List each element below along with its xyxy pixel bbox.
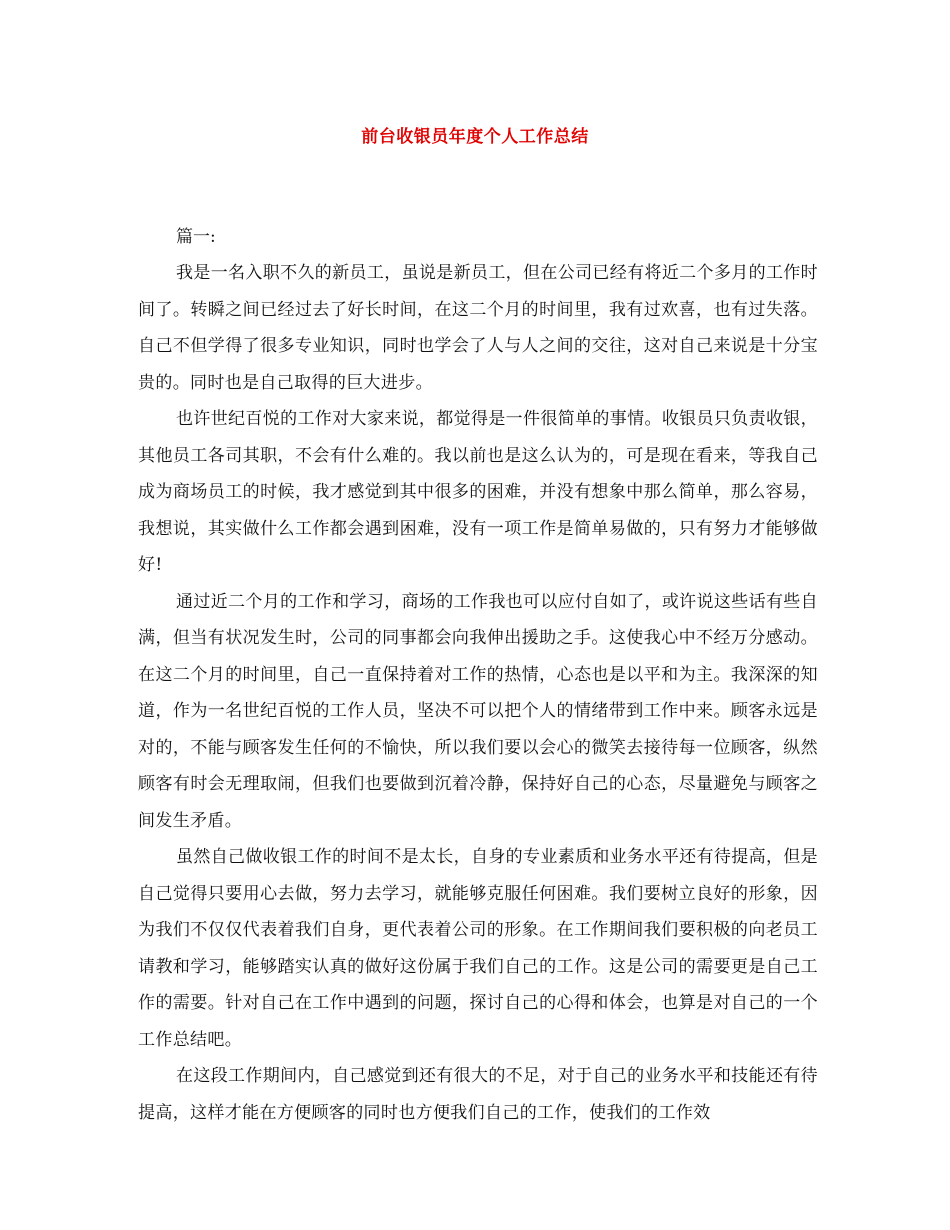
paragraph-5: 在这段工作期间内，自己感觉到还有很大的不足，对于自己的业务水平和技能还有待提高，这样才能在方便顾客的同时也方便我们自己的工作，使我们的工作效 [138,1066,818,1123]
document-body [138,219,818,1131]
paragraph-1: 我是一名入职不久的新员工，虽说是新员工，但在公司已经有将近二个多月的工作时间了。转瞬之间已经过去了好长时间，在这二个月的时间里，我有过欢喜，也有过失落。自己不但学得了很多专业知识，同时也学会了人与人之间的交往，这对自己来说是十分宝贵的。同时也是自己取得的巨大进步。 [138,263,818,393]
paragraph-4: 虽然自己做收银工作的时间不是太长，自身的专业素质和业务水平还有待提高，但是自己觉得只要用心去做，努力去学习，就能够克服任何困难。我们要树立良好的形象，因为我们不仅仅代表着我们自身，更代表着公司的形象。在工作期间我们要积极的向老员工请教和学习，能够踏实认真的做好这份属于我们自己的工作。这是公司的需要更是自己工作的需要。针对自己在工作中遇到的问题，探讨自己的心得和体会，也算是对自己的一个工作总结吧。 [138,847,818,1050]
paragraph-2: 也许世纪百悦的工作对大家来说，都觉得是一件很简单的事情。收银员只负责收银，其他员工各司其职，不会有什么难的。我以前也是这么认为的，可是现在看来，等我自己成为商场员工的时候，我才感觉到其中很多的困难，并没有想象中那么简单，那么容易，我想说，其实做什么工作都会遇到困难，没有一项工作是简单易做的，只有努力才能够做好! [138,409,818,575]
paragraph-3: 通过近二个月的工作和学习，商场的工作我也可以应付自如了，或许说这些话有些自满，但当有状况发生时，公司的同事都会向我伸出援助之手。这使我心中不经万分感动。在这二个月的时间里，自己一直保持着对工作的热情，心态也是以平和为主。我深深的知道，作为一名世纪百悦的工作人员，坚决不可以把个人的情绪带到工作中来。顾客永远是对的，不能与顾客发生任何的不愉快，所以我们要以会心的微笑去接待每一位顾客，纵然顾客有时会无理取闹，但我们也要做到沉着冷静，保持好自己的心态，尽量避免与顾客之间发生矛盾。 [138,591,818,831]
section-label: 篇一: [176,227,216,247]
document-title: 前台收银员年度个人工作总结 [361,127,589,147]
